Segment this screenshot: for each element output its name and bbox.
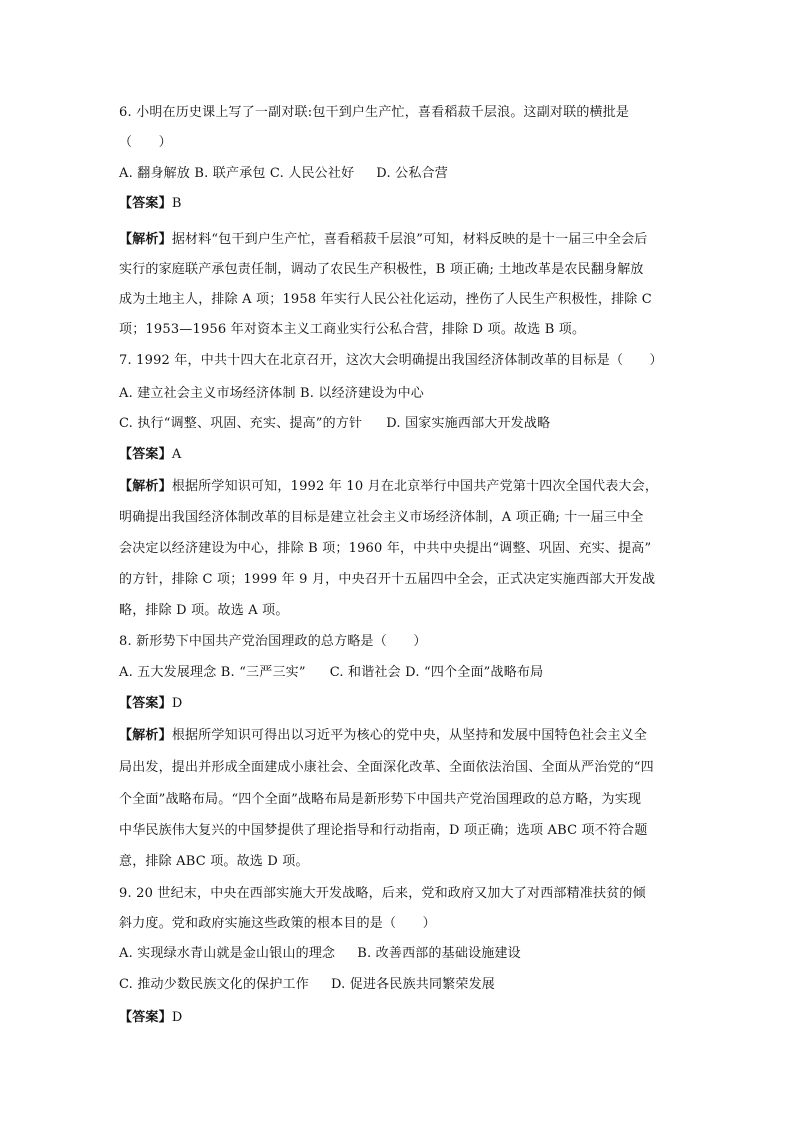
question-6-stem-line-2: （ ） [119,135,172,150]
analysis-text: 据材料“包干到户生产忙，喜看稻菽千层浪”可知，材料反映的是十一届三中全会后 [171,232,648,247]
question-8-options-group-2: C. 和谐社会 D. “四个全面”战略布局 [329,665,544,680]
question-7-options-line-1: A. 建立社会主义市场经济体制 B. 以经济建设为中心 [119,386,425,401]
question-9-option-c: C. 推动少数民族文化的保护工作 [119,977,309,992]
question-9-option-d: D. 促进各民族共同繁荣发展 [330,977,495,992]
question-7-stem: 7. 1992 年，中共十四大在北京召开，这次大会明确提出我国经济体制改革的目标是（ ） [119,353,663,368]
question-6-options-group-1: A. 翻身解放 B. 联产承包 C. 人民公社好 [119,166,355,181]
answer-label: 【答案】 [119,447,172,462]
question-9-option-a: A. 实现绿水青山就是金山银山的理念 [119,946,336,961]
answer-value: D [171,696,183,711]
answer-label: 【答案】 [119,1010,172,1025]
question-7-option-c: C. 执行“调整、巩固、充实、提高”的方针 [119,416,363,431]
analysis-text: 根据所学知识可得出以习近平为核心的党中央，从坚持和发展中国特色社会主义全 [171,728,648,743]
answer-value: D [171,1010,183,1025]
question-8-answer [119,695,182,713]
analysis-label: 【解析】 [119,728,172,743]
question-6-answer [119,195,182,213]
answer-value: A [171,447,182,462]
question-6-options [119,165,448,183]
answer-label: 【答案】 [119,696,172,711]
analysis-label: 【解析】 [119,232,172,247]
question-6-analysis-line-3: 成为土地主人，排除 A 项；1958 年实行人民公社化运动，挫伤了人民生产积极性，排除 C [119,292,652,307]
question-8-analysis-line-3: 个全面”战略布局。“四个全面”战略布局是新形势下中国共产党治国理政的总方略，为实现 [119,792,642,807]
question-8-options [119,664,543,682]
answer-label: 【答案】 [119,196,172,211]
question-7-option-d: D. 国家实施西部大开发战略 [386,416,551,431]
question-9-stem-line-2: 斜力度。党和政府实施这些政策的根本目的是（ ） [119,916,436,931]
question-7-analysis-line-1 [119,478,658,496]
question-8-options-group-1: A. 五大发展理念 B. “三严三实” [119,665,306,680]
question-9-options-line-2 [119,976,495,994]
analysis-label: 【解析】 [119,479,172,494]
question-6-stem-line-1: 6. 小明在历史课上写了一副对联:包干到户生产忙，喜看稻菽千层浪。这副对联的横批是 [119,105,630,120]
question-7-answer [119,446,181,464]
answer-value: B [171,196,182,211]
question-7-analysis-line-5: 略，排除 D 项。故选 A 项。 [119,603,289,618]
question-9-options-line-1 [119,945,521,963]
question-8-stem: 8. 新形势下中国共产党治国理政的总方略是（ ） [119,634,427,649]
question-8-analysis-line-2: 局出发，提出并形成全面建成小康社会、全面深化改革、全面依法治国、全面从严治党的“四 [119,760,654,775]
question-8-analysis-line-1 [119,727,647,745]
question-9-stem-line-1: 9. 20 世纪末，中央在西部实施大开发战略，后来，党和政府又加大了对西部精准扶贫的倾 [119,886,646,901]
question-6-analysis-line-4: 项；1953—1956 年对资本主义工商业实行公私合营，排除 D 项。故选 B 项。 [119,322,586,337]
question-6-analysis-line-2: 实行的家庭联产承包责任制，调动了农民生产积极性，B 项正确; 土地改革是农民翻身解放 [119,262,644,277]
question-7-options-line-2 [119,415,550,433]
analysis-text: 根据所学知识可知，1992 年 10 月在北京举行中国共产党第十四次全国代表大会， [171,479,659,494]
question-9-option-b: B. 改善西部的基础设施建设 [357,946,521,961]
question-8-analysis-line-4: 中华民族伟大复兴的中国梦提供了理论指导和行动指南，D 项正确；选项 ABC 项不符合题 [119,823,648,838]
question-8-analysis-line-5: 意，排除 ABC 项。故选 D 项。 [119,854,309,869]
question-7-analysis-line-2: 明确提出我国经济体制改革的目标是建立社会主义市场经济体制，A 项正确; 十一届三中全 [119,510,644,525]
question-6-option-d: D. 公私合营 [376,166,448,181]
question-6-analysis-line-1 [119,231,648,249]
question-7-analysis-line-4: 的方针，排除 C 项；1999 年 9 月，中央召开十五届四中全会，正式决定实施西部大开发战 [119,572,656,587]
question-7-analysis-line-3: 会决定以经济建设为中心，排除 B 项；1960 年，中共中央提出“调整、巩固、充实、提高” [119,541,652,556]
question-9-answer [119,1009,182,1027]
